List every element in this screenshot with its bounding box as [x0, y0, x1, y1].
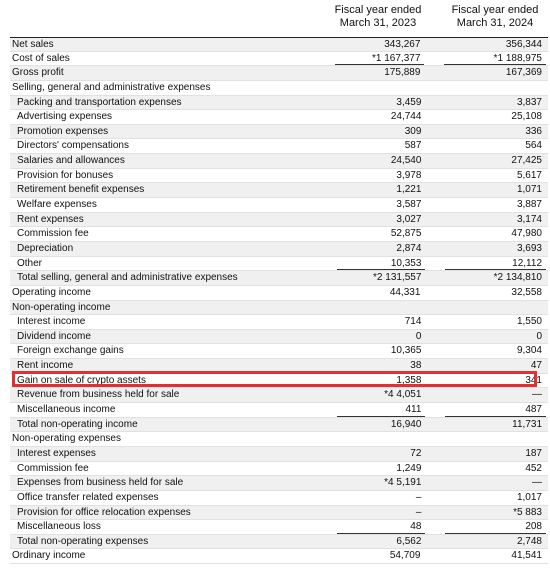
value-fy2023: 38 [410, 360, 422, 372]
value-fy2023: 3,587 [396, 199, 422, 211]
table-row [10, 110, 548, 125]
value-fy2023: 175,889 [384, 67, 421, 79]
value-fy2023: 3,459 [396, 96, 422, 108]
value-fy2024: 3,174 [516, 213, 542, 225]
row-label: Welfare expenses [17, 199, 97, 211]
value-fy2023: 3,027 [396, 213, 422, 225]
row-label: Revenue from business held for sale [17, 389, 180, 401]
table-row [10, 286, 548, 301]
column-header-line2: March 31, 2023 [339, 17, 417, 29]
value-fy2023: 343,267 [384, 39, 421, 50]
value-fy2023: 44,331 [389, 286, 421, 298]
row-label: Operating income [12, 286, 91, 298]
value-fy2024: 47,980 [511, 228, 542, 240]
table-row [10, 462, 548, 477]
value-fy2024: 5,617 [516, 169, 542, 181]
row-label: Provision for office relocation expenses [17, 506, 191, 518]
table-row [10, 139, 548, 154]
value-fy2024: 27,425 [511, 155, 542, 167]
row-label: Total non-operating expenses [17, 535, 149, 547]
value-fy2024: 452 [525, 462, 542, 474]
value-fy2024: *2 134,810 [493, 272, 542, 284]
row-label: Non-operating income [12, 301, 111, 313]
value-fy2023: 587 [404, 140, 422, 152]
row-label: Office transfer related expenses [17, 491, 159, 503]
value-fy2024 [438, 432, 548, 446]
value-fy2023: 48 [331, 520, 428, 534]
table-row [10, 96, 548, 111]
value-fy2023: 52,875 [390, 228, 422, 240]
row-label: Selling, general and administrative expenses [12, 81, 211, 93]
value-fy2024: 356,344 [505, 39, 542, 50]
value-fy2024: 11,731 [512, 418, 542, 430]
table-row [10, 154, 548, 169]
table-row [10, 432, 548, 447]
column-header-line2: March 31, 2024 [456, 17, 534, 29]
table-row [10, 330, 548, 345]
value-fy2023: 1,221 [396, 184, 422, 196]
value-fy2024: 0 [536, 330, 542, 342]
table-row [10, 169, 548, 184]
value-fy2024: 187 [525, 447, 542, 459]
value-fy2024 [438, 301, 548, 315]
value-fy2023 [329, 432, 427, 446]
table-row [10, 549, 548, 564]
table-row [10, 125, 548, 140]
value-fy2023: *4 4,051 [384, 389, 422, 401]
table-row [10, 37, 548, 52]
table-row [10, 257, 548, 272]
value-fy2023: 72 [410, 447, 422, 459]
value-fy2023 [329, 301, 427, 315]
value-fy2024: 1,071 [516, 184, 542, 196]
value-fy2023: 24,744 [390, 111, 422, 123]
value-fy2023: 1,358 [396, 374, 422, 386]
row-label: Ordinary income [12, 550, 86, 562]
value-fy2024: 208 [439, 520, 548, 534]
table-row [10, 520, 548, 535]
table-row [10, 315, 548, 330]
row-label: Miscellaneous income [17, 404, 116, 416]
table-row [10, 227, 548, 242]
table-row [10, 183, 548, 198]
table-row [10, 447, 548, 462]
value-fy2023: – [415, 491, 422, 503]
value-fy2023: 309 [404, 125, 422, 137]
row-label: Non-operating expenses [12, 433, 121, 445]
table-row [10, 418, 548, 433]
row-label: Commission fee [17, 462, 89, 474]
table-row [10, 403, 548, 418]
value-fy2024: 41,541 [511, 550, 542, 562]
value-fy2024 [438, 81, 548, 95]
row-label: Salaries and allowances [17, 155, 125, 167]
row-label: Expenses from business held for sale [17, 477, 184, 489]
row-label: Depreciation [17, 242, 74, 254]
value-fy2023: 24,540 [390, 155, 422, 167]
value-fy2023: 10,365 [390, 345, 422, 357]
row-label: Total selling, general and administrative expenses [17, 272, 238, 284]
table-row [10, 476, 548, 491]
row-label: Provision for bonuses [17, 169, 114, 181]
value-fy2023: 1,249 [396, 462, 422, 474]
value-fy2023: 10,353 [331, 257, 428, 271]
value-fy2024: 2,748 [516, 535, 542, 547]
value-fy2023: 714 [404, 316, 422, 328]
income-statement-table [10, 37, 548, 564]
table-row [10, 491, 548, 506]
column-header-line1: Fiscal year ended [334, 4, 422, 16]
table-row [10, 213, 548, 228]
value-fy2024: 3,837 [516, 96, 542, 108]
table-row [10, 271, 548, 286]
table-row [10, 52, 548, 67]
row-label: Cost of sales [12, 52, 70, 64]
row-label: Directors' compensations [17, 140, 129, 152]
value-fy2024: 564 [525, 140, 542, 152]
row-label: Commission fee [17, 228, 89, 240]
table-row [10, 388, 548, 403]
row-label: Dividend income [17, 330, 91, 342]
row-label: Promotion expenses [17, 125, 109, 137]
value-fy2024: 47 [530, 360, 542, 372]
row-label: Total non-operating income [17, 418, 138, 430]
value-fy2023: – [415, 506, 422, 518]
column-header-line1: Fiscal year ended [451, 4, 539, 16]
value-fy2023: *2 131,557 [373, 272, 422, 284]
value-fy2024: 341 [525, 374, 542, 386]
value-fy2023: 16,940 [390, 418, 422, 430]
value-fy2024: 3,887 [516, 199, 542, 211]
value-fy2023: 2,874 [396, 242, 422, 254]
table-row [10, 66, 548, 81]
row-label: Interest income [17, 316, 86, 328]
value-fy2024: 25,108 [511, 111, 542, 123]
table-row [10, 301, 548, 316]
column-header-fy2023 [328, 4, 428, 34]
value-fy2024: 1,550 [516, 316, 542, 328]
table-row [10, 344, 548, 359]
value-fy2024: *5 883 [513, 506, 542, 518]
value-fy2024: 167,369 [505, 67, 542, 79]
value-fy2024: — [532, 389, 542, 401]
row-label: Rent expenses [17, 213, 84, 225]
value-fy2024: 336 [525, 125, 542, 137]
value-fy2024: 9,304 [516, 345, 542, 357]
row-label: Advertising expenses [17, 111, 113, 123]
row-label: Gross profit [12, 67, 64, 79]
value-fy2024: — [532, 477, 542, 489]
value-fy2024: 487 [439, 403, 548, 417]
table-row [10, 198, 548, 213]
value-fy2024: 12,112 [439, 257, 548, 271]
row-label: Foreign exchange gains [17, 345, 124, 357]
row-label: Packing and transportation expenses [17, 96, 182, 108]
value-fy2023: *4 5,191 [384, 477, 422, 489]
row-label: Gain on sale of crypto assets [17, 374, 146, 386]
row-label: Other [17, 257, 43, 269]
value-fy2023: 411 [331, 403, 428, 417]
table-row [10, 535, 548, 550]
table-row [10, 81, 548, 96]
value-fy2023: 54,709 [389, 550, 421, 562]
row-label: Rent income [17, 360, 74, 372]
value-fy2023: 6,562 [396, 535, 422, 547]
value-fy2024: 32,558 [511, 286, 542, 298]
table-row [10, 374, 548, 389]
value-fy2023: *1 167,377 [329, 52, 427, 66]
table-row [10, 359, 548, 374]
value-fy2023: 3,978 [396, 169, 422, 181]
row-label: Miscellaneous loss [17, 521, 101, 533]
table-row [10, 242, 548, 257]
row-label: Retirement benefit expenses [17, 184, 145, 196]
row-label: Net sales [12, 39, 54, 50]
value-fy2023: 0 [415, 330, 422, 342]
value-fy2024: 1,017 [516, 491, 542, 503]
column-header-fy2024 [440, 4, 550, 34]
value-fy2023 [329, 81, 427, 95]
value-fy2024: *1 188,975 [438, 52, 548, 66]
row-label: Interest expenses [17, 447, 96, 459]
table-row [10, 506, 548, 521]
value-fy2024: 3,693 [516, 242, 542, 254]
